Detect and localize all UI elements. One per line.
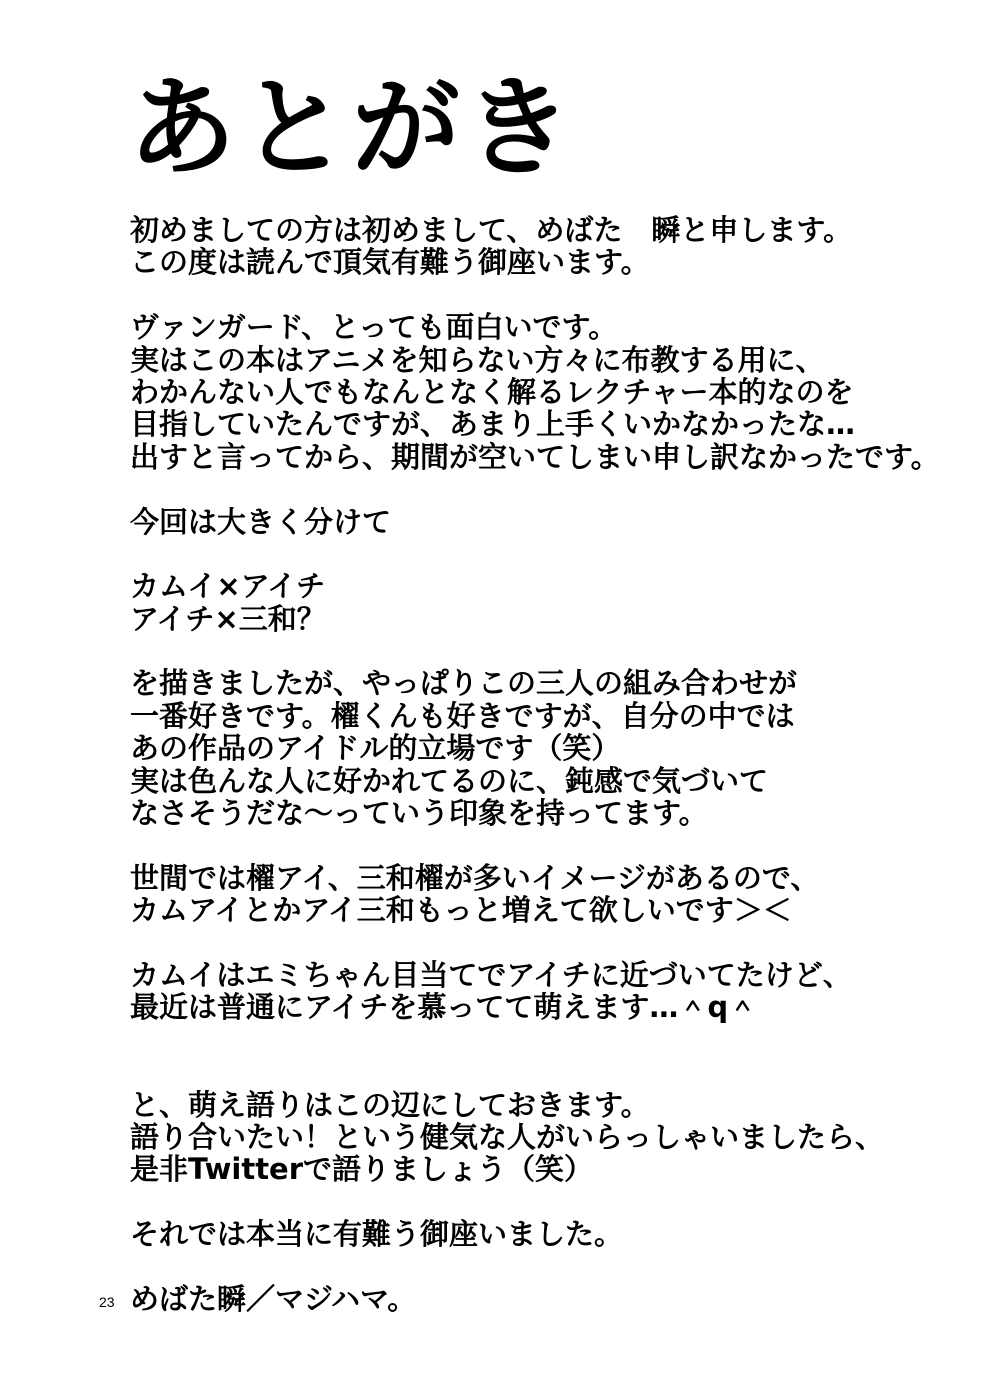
blank-line xyxy=(130,1056,970,1088)
text-line: 目指していたんですが、あまり上手くいかなかったな… xyxy=(130,407,856,442)
text-line: めばた瞬／マジハマ。 xyxy=(130,1281,417,1316)
text-line: 出すと言ってから、期間が空いてしまい申し訳なかったです。 xyxy=(130,439,940,474)
text-line: 初めましての方は初めまして、めばた 瞬と申します。 xyxy=(130,213,853,247)
blank-line xyxy=(130,1251,970,1283)
text-line: カムイ×アイチ xyxy=(130,569,326,604)
text-line: この度は読んで頂気有難う御座います。 xyxy=(130,245,650,280)
text-line: カムアイとかアイ三和もっと増えて欲しいです＞＜ xyxy=(130,893,792,928)
text-line: あの作品のアイドル的立場です（笑） xyxy=(130,731,621,766)
text-line: わかんない人でもなんとなく解るレクチャー本的なのを xyxy=(130,374,854,409)
blank-line xyxy=(130,829,970,861)
text-line: ヴァンガード、とっても面白いです。 xyxy=(130,310,618,345)
text-line: なさそうだな～っていう印象を持ってます。 xyxy=(130,796,708,831)
blank-line xyxy=(130,927,970,959)
text-line: 世間では櫂アイ、三和櫂が多いイメージがあるので、 xyxy=(130,860,820,895)
blank-line xyxy=(130,279,970,311)
text-line: 最近は普通にアイチを慕ってて萌えます…＾q＾ xyxy=(130,990,758,1025)
text-line: 是非Twitterで語りましょう（笑） xyxy=(130,1152,594,1187)
text-line: 一番好きです。櫂くんも好きですが、自分の中では xyxy=(130,698,795,733)
text-line: 実はこの本はアニメを知らない方々に布教する用に、 xyxy=(130,342,825,377)
text-line: 語り合いたい！という健気な人がいらっしゃいましたら、 xyxy=(130,1119,885,1154)
text-line: を描きましたが、やっぱりこの三人の組み合わせが xyxy=(130,666,798,701)
text-line: 実は色んな人に好かれてるのに、鈍感で気づいて xyxy=(130,763,769,798)
page-title: あとがき xyxy=(128,65,577,191)
text-line: カムイはエミちゃん目当てでアイチに近づいてたけど、 xyxy=(130,957,852,992)
blank-line xyxy=(130,1024,970,1056)
page-number: 23 xyxy=(99,1294,115,1310)
blank-line xyxy=(130,1186,970,1218)
blank-line xyxy=(130,538,970,570)
blank-line xyxy=(130,635,970,667)
text-line: と、萌え語りはこの辺にしておきます。 xyxy=(130,1087,650,1122)
text-line: 今回は大きく分けて xyxy=(130,504,392,539)
text-line: アイチ×三和？ xyxy=(130,601,326,636)
blank-line xyxy=(130,473,970,505)
afterword-body xyxy=(130,214,970,1315)
text-line: それでは本当に有難う御座いました。 xyxy=(130,1217,624,1252)
